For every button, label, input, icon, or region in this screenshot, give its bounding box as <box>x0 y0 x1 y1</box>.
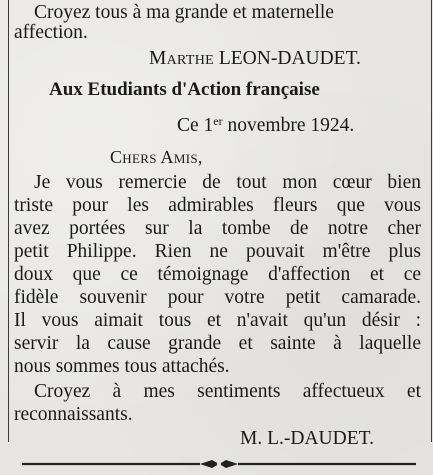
signature-first-name: Marthe <box>149 48 214 69</box>
body-line: doux que ce témoignage d'affection et ce <box>14 264 421 285</box>
closing-line: Croyez à mes sentiments affectueux et <box>34 381 421 402</box>
signature-daudet: M. L.-DAUDET. <box>240 428 374 449</box>
salutation: Chers Amis, <box>110 147 203 167</box>
left-column-rule <box>8 0 9 442</box>
date-suffix: novembre 1924. <box>222 115 355 136</box>
right-column-rule <box>431 0 432 442</box>
body-line: avez portées sur la tombe de notre cher <box>14 218 421 239</box>
body-line: Il vous aimait tous et n'avait qu'un désir : <box>14 310 421 331</box>
body-line: servir la cause grande et sainte à laquelle <box>14 333 421 354</box>
body-line: fidèle souvenir pour votre petit camarade. <box>14 287 421 308</box>
closing-line-1: Croyez tous à ma grande et maternelle <box>34 2 334 23</box>
body-line: petit Philippe. Rien ne pouvait m'être plus <box>14 241 421 262</box>
letter-date <box>177 115 354 137</box>
body-line: Je vous remercie de tout mon cœur bien <box>34 172 421 193</box>
body-line: nous sommes tous attachés. <box>14 356 230 377</box>
decorative-separator <box>22 459 416 469</box>
signature-marthe <box>149 48 361 70</box>
closing-line-2: affection. <box>14 22 88 43</box>
date-prefix: Ce 1 <box>177 115 214 136</box>
signature-last-name: LEON-DAUDET. <box>218 48 361 69</box>
letter-heading: Aux Etudiants d'Action française <box>49 79 320 100</box>
date-ordinal: er <box>213 114 223 128</box>
closing-line: reconnaissants. <box>14 404 133 425</box>
body-line: triste pour les admirables fleurs que vous <box>14 195 421 216</box>
